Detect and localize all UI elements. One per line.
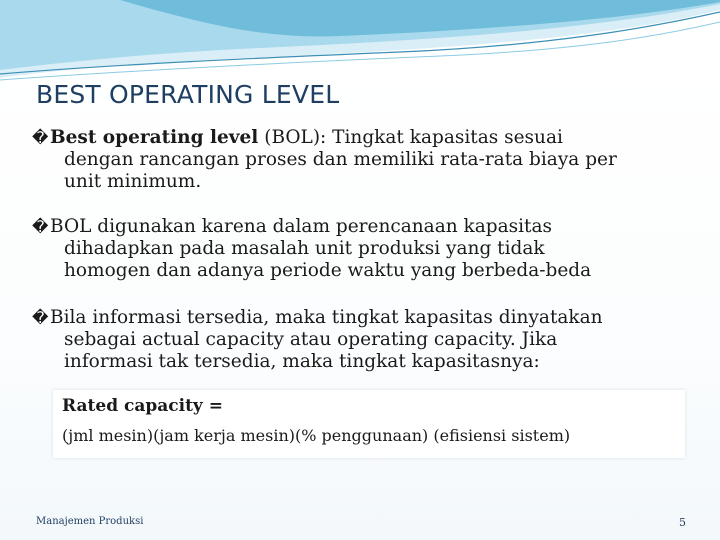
paragraph-line: dengan rancangan proses dan memiliki rata-rata biaya per [64,149,617,170]
paragraph-line: Bila informasi tersedia, maka tingkat kapasitas dinyatakan [50,307,603,328]
header-wave-decoration [0,0,720,90]
slide-title: BEST OPERATING LEVEL [36,80,340,109]
paragraph-capacity-info [32,307,672,373]
formula-expression: (jml mesin)(jam kerja mesin)(% penggunaan) (efisiensi sistem) [62,426,571,445]
paragraph-line: BOL digunakan karena dalam perencanaan kapasitas [50,216,553,237]
paragraph-line [50,127,672,149]
paragraph-bol-usage [32,216,672,282]
line-text: (BOL): Tingkat kapasitas sesuai [258,127,563,148]
formula-heading: Rated capacity = [62,396,223,416]
paragraph-line: unit minimum. [64,171,202,192]
paragraph-line: homogen dan adanya periode waktu yang berbeda-beda [64,260,592,281]
formula-box [53,390,685,458]
bullet-icon: � [32,128,49,147]
bullet-icon: � [32,217,49,236]
paragraph-line: informasi tak tersedia, maka tingkat kapasitasnya: [64,351,540,372]
bullet-icon: � [32,308,49,327]
paragraph-line: sebagai actual capacity atau operating capacity. Jika [64,329,558,350]
paragraph-bol-definition [32,127,672,193]
footer-text: Manajemen Produksi [36,516,144,527]
paragraph-line: dihadapkan pada masalah unit produksi yang tidak [64,238,545,259]
bold-term: Best operating level [50,127,259,148]
page-number: 5 [679,516,686,529]
